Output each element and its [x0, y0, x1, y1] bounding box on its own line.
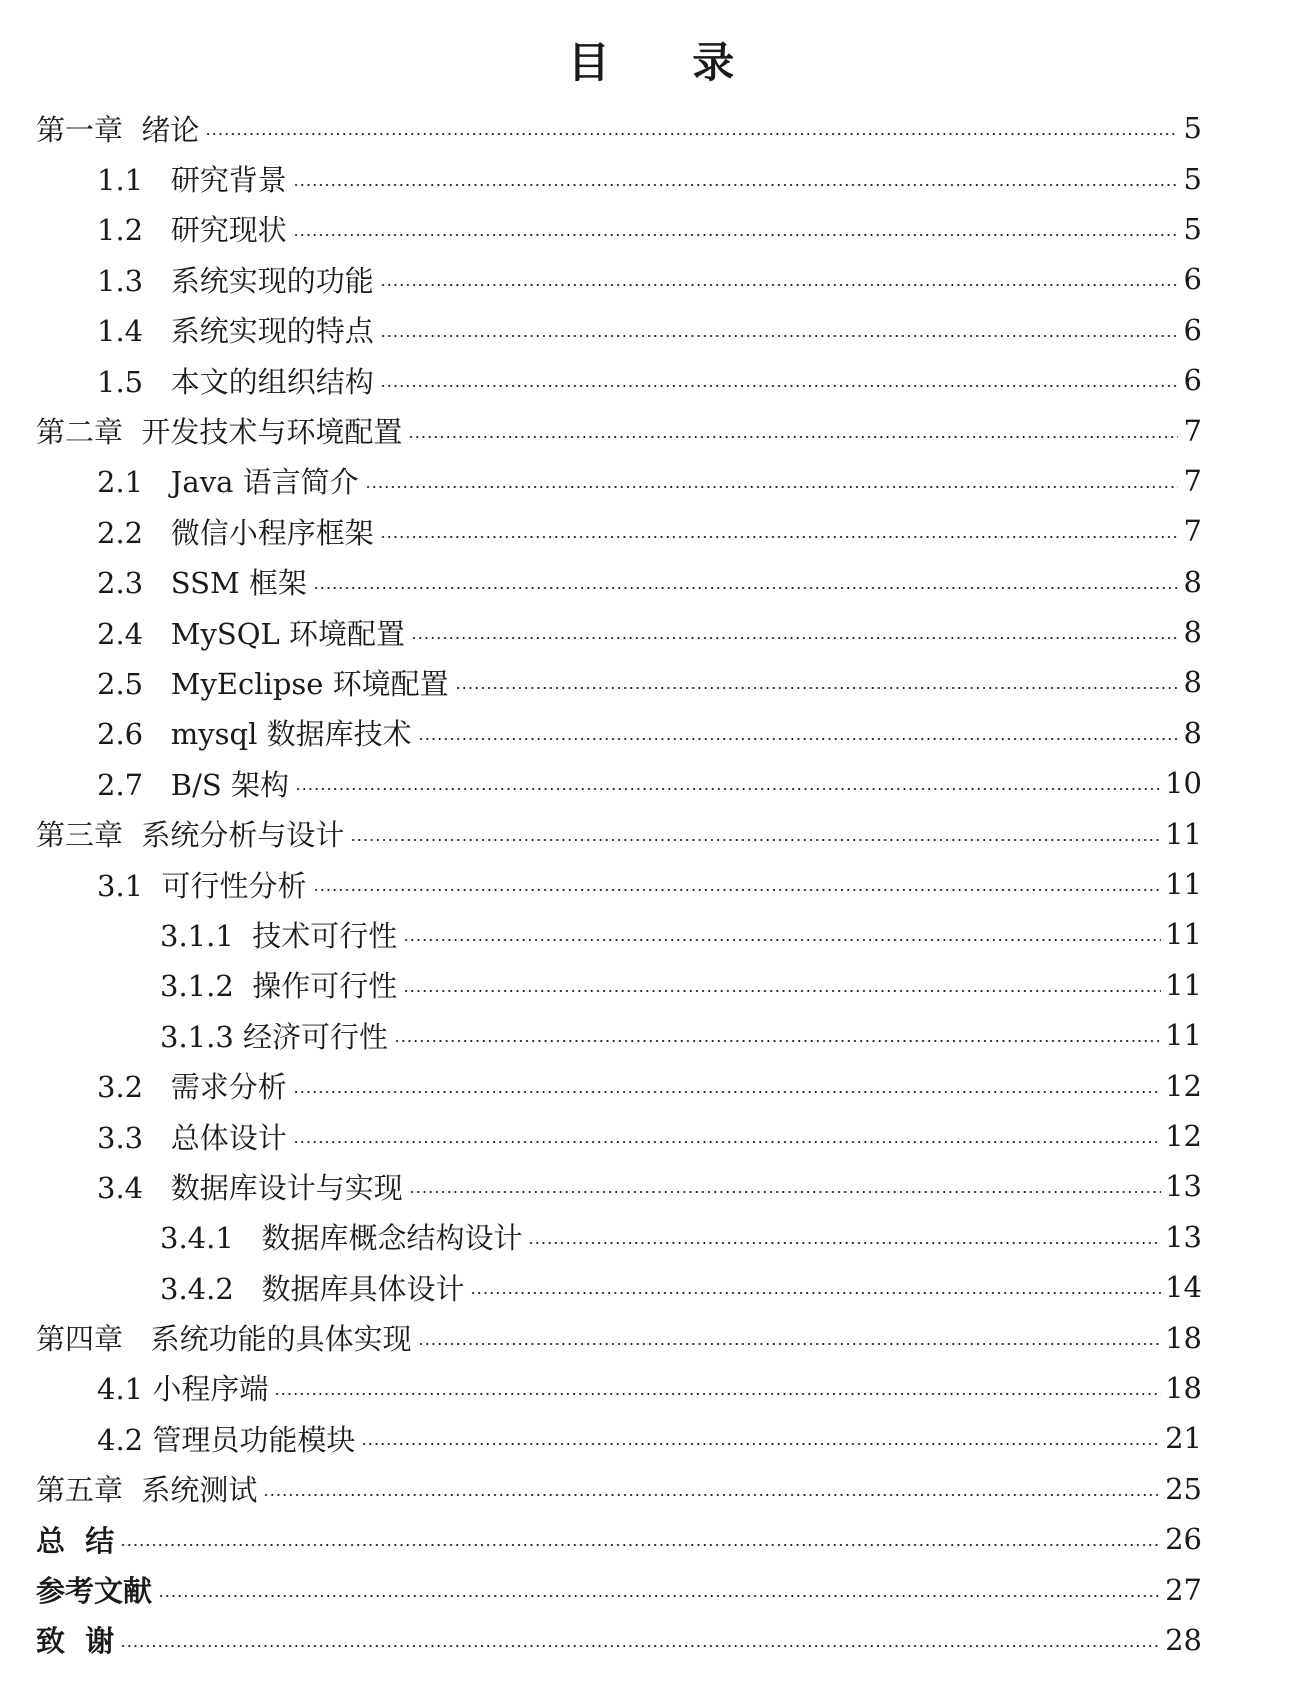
toc-entry[interactable] — [0, 1262, 1302, 1312]
dot-leader — [418, 1343, 1161, 1345]
toc-entry[interactable] — [0, 708, 1302, 758]
dot-leader — [470, 1292, 1161, 1294]
dot-leader — [418, 738, 1178, 740]
toc-entry-label: 1.1 研究背景 — [97, 163, 287, 198]
toc-entry[interactable] — [0, 859, 1302, 909]
toc-entry-label: 3.4.1 数据库概念结构设计 — [160, 1221, 523, 1256]
dot-leader — [205, 133, 1178, 135]
toc-entry-page-number: 7 — [1183, 413, 1202, 448]
dot-leader — [394, 1040, 1161, 1042]
toc-entry-label: 1.2 研究现状 — [97, 213, 287, 248]
toc-entry-label: 2.6 mysql 数据库技术 — [97, 717, 412, 752]
page-title: 目 录 — [567, 38, 769, 87]
toc-entry-page-number: 11 — [1165, 917, 1202, 952]
toc-entry-label: 第二章 开发技术与环境配置 — [36, 415, 403, 450]
dot-leader — [380, 385, 1178, 387]
toc-entry-page-number: 11 — [1165, 967, 1202, 1002]
toc-entry-page-number: 7 — [1183, 463, 1202, 498]
toc-entry-label: 3.1 可行性分析 — [97, 868, 307, 903]
toc-entry-page-number: 13 — [1165, 1219, 1202, 1254]
toc-entry[interactable] — [0, 808, 1302, 858]
toc-entry-page-number: 5 — [1183, 161, 1202, 196]
toc-entry-label: 3.3 总体设计 — [97, 1120, 287, 1155]
dot-leader — [158, 1595, 1161, 1597]
toc-entry-page-number: 10 — [1165, 766, 1202, 801]
toc-entry-page-number: 26 — [1165, 1522, 1202, 1557]
toc-entry[interactable] — [0, 1060, 1302, 1110]
dot-leader — [313, 587, 1178, 589]
toc-entry[interactable] — [0, 405, 1302, 455]
toc-entry-page-number: 12 — [1165, 1068, 1202, 1103]
toc-entry[interactable] — [0, 153, 1302, 203]
toc-entry[interactable] — [0, 1312, 1302, 1362]
toc-entry-page-number: 11 — [1165, 816, 1202, 851]
toc-entry[interactable] — [0, 1010, 1302, 1060]
toc-entry[interactable] — [0, 1464, 1302, 1514]
dot-leader — [528, 1242, 1161, 1244]
toc-entry-page-number: 21 — [1165, 1421, 1202, 1456]
toc-entry[interactable] — [0, 1413, 1302, 1463]
toc-entry-label: 第五章 系统测试 — [36, 1473, 258, 1508]
toc-entry-page-number: 18 — [1165, 1320, 1202, 1355]
toc-entry[interactable] — [0, 1363, 1302, 1413]
dot-leader — [411, 637, 1178, 639]
toc-entry[interactable] — [0, 607, 1302, 657]
dot-leader — [403, 939, 1161, 941]
toc-entry-page-number: 13 — [1165, 1169, 1202, 1204]
toc-entry[interactable] — [0, 1615, 1302, 1665]
toc-entry-label: 3.4.2 数据库具体设计 — [160, 1271, 465, 1306]
toc-entry-label: 4.2 管理员功能模块 — [97, 1422, 356, 1457]
dot-leader — [408, 436, 1178, 438]
toc-entry-label: 参考文献 — [36, 1574, 153, 1609]
toc-entry-page-number: 28 — [1165, 1622, 1202, 1657]
toc-entry-page-number: 6 — [1183, 262, 1202, 297]
toc-entry-page-number: 8 — [1183, 615, 1202, 650]
dot-leader — [293, 1141, 1161, 1143]
toc-entry[interactable] — [0, 506, 1302, 556]
toc-entry-label: 2.2 微信小程序框架 — [97, 515, 374, 550]
toc-entry[interactable] — [0, 254, 1302, 304]
toc-entry-page-number: 8 — [1183, 665, 1202, 700]
toc-entry-page-number: 25 — [1165, 1471, 1202, 1506]
dot-leader — [313, 889, 1162, 891]
toc-entry[interactable] — [0, 355, 1302, 405]
toc-entry-page-number: 27 — [1165, 1572, 1202, 1607]
dot-leader — [409, 1191, 1161, 1193]
toc-entry-page-number: 5 — [1183, 211, 1202, 246]
toc-entry[interactable] — [0, 1111, 1302, 1161]
toc-entry-page-number: 12 — [1165, 1119, 1202, 1153]
toc-entry-label: 致 谢 — [36, 1624, 115, 1659]
toc-entry-label: 3.4 数据库设计与实现 — [97, 1170, 403, 1205]
toc-entry-label: 2.3 SSM 框架 — [97, 566, 307, 601]
toc-entry[interactable] — [0, 305, 1302, 355]
dot-leader — [293, 234, 1178, 236]
toc-entry-page-number: 14 — [1165, 1270, 1202, 1305]
dot-leader — [455, 687, 1178, 689]
toc-entry-label: 1.4 系统实现的特点 — [97, 314, 374, 349]
toc-entry-label: 第四章 系统功能的具体实现 — [36, 1322, 412, 1357]
toc-entry-page-number: 8 — [1183, 564, 1202, 599]
dot-leader — [350, 839, 1161, 841]
toc-entry[interactable] — [0, 657, 1302, 707]
toc-entry-page-number: 11 — [1165, 867, 1202, 902]
toc-entry[interactable] — [0, 1564, 1302, 1614]
toc-entry-label: 总 结 — [36, 1523, 115, 1558]
toc-entry-label: 3.1.1 技术可行性 — [160, 918, 398, 953]
toc-entry-page-number: 7 — [1183, 514, 1202, 549]
toc-entry[interactable] — [0, 960, 1302, 1010]
toc-entry-label: 第三章 系统分析与设计 — [36, 818, 345, 853]
toc-entry[interactable] — [0, 1161, 1302, 1211]
toc-entry-page-number: 11 — [1165, 1018, 1202, 1053]
dot-leader — [293, 184, 1178, 186]
toc-entry-label: 3.1.3 经济可行性 — [160, 1019, 389, 1054]
toc-entry-page-number: 18 — [1165, 1370, 1202, 1405]
toc-entry-page-number: 5 — [1183, 111, 1202, 146]
table-of-contents — [0, 103, 1302, 1665]
toc-entry-label: 2.5 MyEclipse 环境配置 — [97, 666, 449, 701]
toc-entry-label: 2.1 Java 语言简介 — [97, 465, 359, 500]
toc-entry-label: 1.3 系统实现的功能 — [97, 263, 374, 298]
toc-entry[interactable] — [0, 456, 1302, 506]
toc-entry-label: 2.7 B/S 架构 — [97, 767, 289, 802]
toc-entry[interactable] — [0, 557, 1302, 607]
dot-leader — [120, 1544, 1161, 1546]
toc-entry-label: 3.1.2 操作可行性 — [160, 969, 398, 1004]
toc-entry[interactable] — [0, 1514, 1302, 1564]
toc-entry-label: 第一章 绪论 — [36, 112, 200, 147]
toc-entry[interactable] — [0, 1212, 1302, 1262]
dot-leader — [380, 335, 1178, 337]
toc-entry-label: 2.4 MySQL 环境配置 — [97, 616, 405, 651]
dot-leader — [274, 1393, 1161, 1395]
dot-leader — [295, 788, 1161, 790]
dot-leader — [263, 1494, 1161, 1496]
toc-entry-label: 3.2 需求分析 — [97, 1070, 287, 1105]
dot-leader — [403, 990, 1161, 992]
toc-entry-page-number: 6 — [1183, 312, 1202, 347]
toc-entry[interactable] — [0, 909, 1302, 959]
dot-leader — [380, 284, 1178, 286]
dot-leader — [365, 486, 1178, 488]
toc-entry-label: 1.5 本文的组织结构 — [97, 364, 374, 399]
toc-entry[interactable] — [0, 103, 1302, 153]
toc-entry[interactable] — [0, 758, 1302, 808]
dot-leader — [361, 1443, 1161, 1445]
toc-entry[interactable] — [0, 204, 1302, 254]
dot-leader — [120, 1645, 1161, 1647]
toc-entry-label: 4.1 小程序端 — [97, 1372, 269, 1407]
toc-entry-page-number: 8 — [1183, 715, 1202, 750]
dot-leader — [380, 536, 1178, 538]
toc-entry-page-number: 6 — [1183, 363, 1202, 398]
dot-leader — [293, 1091, 1161, 1093]
